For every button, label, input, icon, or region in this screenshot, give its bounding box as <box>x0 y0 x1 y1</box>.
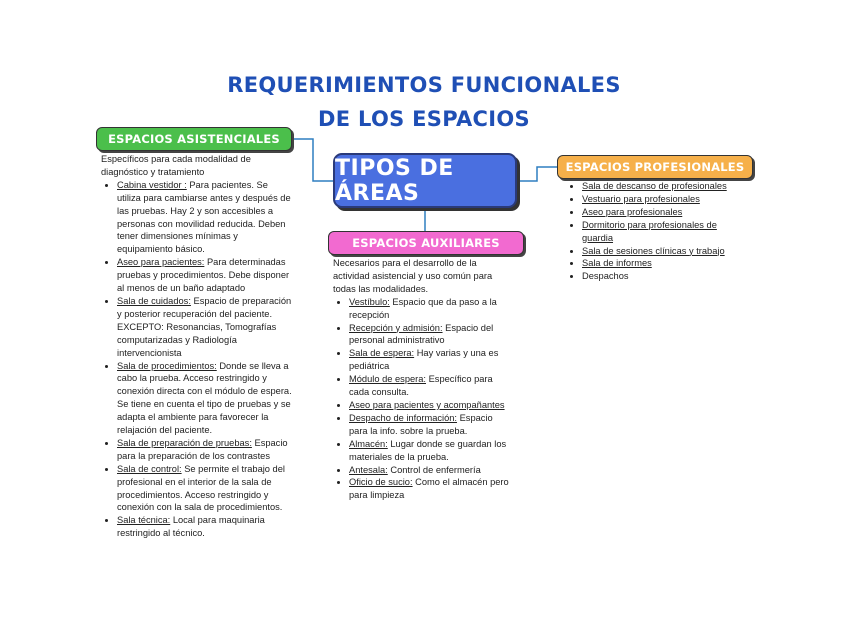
item-term: Antesala: <box>349 464 388 475</box>
list-item <box>582 219 746 245</box>
item-term: Sala de cuidados: <box>117 295 191 306</box>
asistenciales-intro: Específicos para cada modalidad de diagnóstico y tratamiento <box>101 154 251 177</box>
item-desc: Se permite el trabajo del profesional en el interior de la sala de procedimientos. Acceso restringido y conexión con la sala de procedimientos. <box>117 463 285 513</box>
auxiliares-list <box>333 296 511 503</box>
item-desc: Control de enfermería <box>387 464 481 475</box>
item-desc: Para determinadas pruebas y procedimientos. Debe disponer al menos de un baño adaptado <box>117 257 290 294</box>
list-item <box>582 257 746 270</box>
item-desc: Espacio que da paso a la recepción <box>349 296 497 320</box>
list-item <box>117 179 293 256</box>
item-desc: Espacio de preparación y posterior recuperación del paciente. EXCEPTO: Resonancias, Tomografías computarizadas y Radiología intervencionista <box>117 295 292 358</box>
header-espacios-profesionales: ESPACIOS PROFESIONALES <box>557 155 753 179</box>
title-line-2: DE LOS ESPACIOS <box>318 107 530 131</box>
central-node-tipos-de-areas: TIPOS DE ÁREAS <box>333 153 517 208</box>
list-item <box>349 412 511 438</box>
item-desc: Espacio para la preparación de los contrastes <box>117 437 288 461</box>
item-desc: Como el almacén pero para limpieza <box>349 477 509 501</box>
item-term: Sala de espera: <box>349 348 415 359</box>
list-item <box>349 347 511 373</box>
header-espacios-auxiliares: ESPACIOS AUXILIARES <box>328 231 524 255</box>
list-item <box>117 463 293 515</box>
item-term: Vestuario para profesionales <box>582 193 700 204</box>
list-item <box>582 180 746 193</box>
item-desc: Específico para cada consulta. <box>349 374 493 398</box>
item-term: Vestíbulo: <box>349 296 390 307</box>
item-desc: Local para maquinaria restringido al técnico. <box>117 515 265 539</box>
item-term: Aseo para pacientes y acompañantes <box>349 399 505 410</box>
item-term: Sala técnica: <box>117 515 171 526</box>
item-term: Módulo de espera: <box>349 374 427 385</box>
item-desc: Hay varias y una es pediátrica <box>349 348 499 372</box>
connector-asistenciales <box>292 139 333 181</box>
header-espacios-asistenciales: ESPACIOS ASISTENCIALES <box>96 127 292 151</box>
profesionales-content <box>566 180 746 283</box>
list-item <box>582 193 746 206</box>
item-desc: Lugar donde se guardan los materiales de la prueba. <box>349 438 507 462</box>
item-term: Sala de control: <box>117 463 182 474</box>
list-item <box>349 373 511 399</box>
asistenciales-content <box>101 153 293 540</box>
profesionales-list <box>566 180 746 283</box>
list-item <box>117 360 293 437</box>
item-term: Despachos <box>582 271 629 282</box>
item-term: Sala de descanso de profesionales <box>582 181 727 191</box>
list-item <box>349 296 511 322</box>
item-term: Despacho de información: <box>349 412 458 423</box>
list-item <box>117 295 293 360</box>
list-item <box>117 514 293 540</box>
list-item <box>582 270 746 283</box>
item-term: Sala de procedimientos: <box>117 360 217 371</box>
item-term: Almacén: <box>349 438 388 449</box>
connector-profesionales <box>517 167 557 181</box>
item-term: Sala de informes <box>582 258 652 269</box>
list-item <box>582 245 746 258</box>
asistenciales-list <box>101 179 293 540</box>
title-line-1: REQUERIMIENTOS FUNCIONALES <box>227 73 621 97</box>
list-item <box>349 399 511 412</box>
list-item <box>349 476 511 502</box>
auxiliares-intro: Necesarios para el desarrollo de la actividad asistencial y uso común para todas las modalidades. <box>333 258 493 294</box>
item-term: Aseo para profesionales <box>582 206 683 217</box>
item-desc: Espacio para la info. sobre la prueba. <box>349 412 493 436</box>
item-term: Recepción y admisión: <box>349 322 443 333</box>
list-item <box>349 464 511 477</box>
list-item <box>117 256 293 295</box>
item-term: Aseo para pacientes: <box>117 257 205 268</box>
item-desc: Para pacientes. Se utiliza para cambiarse antes y después de las pruebas. Hay 2 y son accesibles a personas con movilidad reducida. Deben tener dimensiones mínimas y equipamiento básico. <box>117 179 291 255</box>
auxiliares-content <box>333 257 511 502</box>
item-term: Sala de preparación de pruebas: <box>117 437 252 448</box>
item-term: Cabina vestidor : <box>117 179 187 190</box>
item-desc: Espacio del personal administrativo <box>349 322 494 346</box>
item-desc: Donde se lleva a cabo la prueba. Acceso restringido y conexión directa con el módulo de espera. Se tiene en cuenta el tipo de pruebas y se adapta el ambiente para favorecer la relajación del paciente. <box>117 360 292 436</box>
item-term: Oficio de sucio: <box>349 477 413 488</box>
list-item <box>117 437 293 463</box>
item-term: Sala de sesiones clínicas y trabajo <box>582 245 725 256</box>
list-item <box>582 206 746 219</box>
list-item <box>349 438 511 464</box>
item-term: Dormitorio para profesionales de guardia <box>582 219 717 243</box>
list-item <box>349 322 511 348</box>
